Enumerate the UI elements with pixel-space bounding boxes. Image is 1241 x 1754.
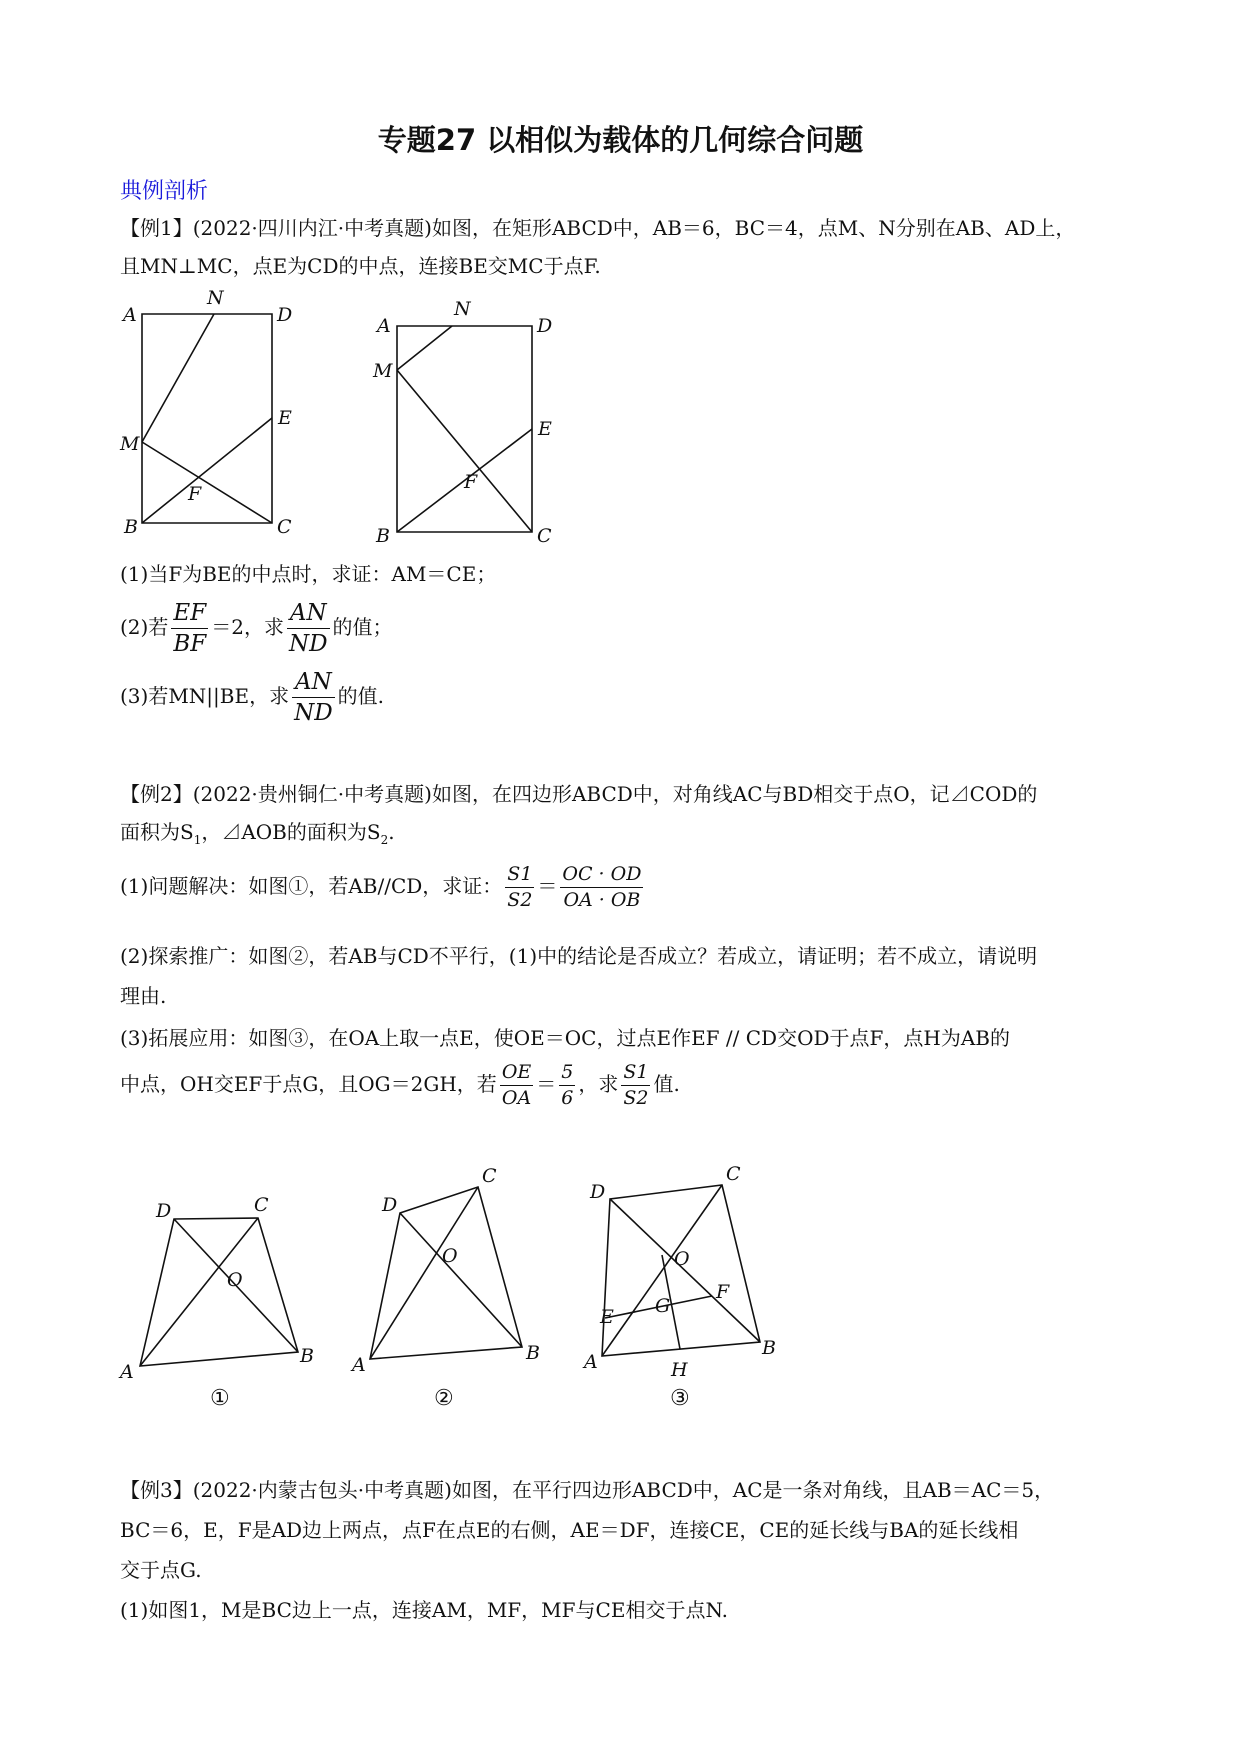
fraction-ocod-oaob: $\frac{OC \cdot OD}{OA \cdot OB}$: [562, 863, 642, 911]
ex1-figures: [110, 288, 570, 548]
ex1-fig2-label-a: A: [377, 315, 391, 337]
ex1-fig1-segment-be: [142, 418, 272, 523]
ex1-question-3: (3)若MN||BE，求 $\frac{AN}{ND}$ 的值.: [120, 669, 385, 726]
ex2-fig1-label-c: C: [254, 1194, 269, 1216]
ex1-fig2-segment-mc: [397, 370, 532, 532]
ex1-fig2-rectangle: [397, 326, 532, 532]
ex1-line2: 且MN⊥MC，点E为CD的中点，连接BE交MC于点F.: [120, 254, 601, 278]
fraction-5-6: $\frac{5}{6}$: [561, 1061, 574, 1109]
ex2-fig1-label-a: A: [120, 1361, 134, 1383]
ex2-question-2b: 理由.: [120, 984, 167, 1008]
ex2-fig1-label-o: O: [227, 1269, 243, 1291]
ex2-fig3-label-g: G: [655, 1295, 671, 1317]
ex1-fig2-label-n: N: [454, 298, 471, 320]
ex2-line2: 面积为$S_1$，⊿AOB的面积为$S_2$.: [120, 820, 395, 847]
ex2-fig3-label-e: E: [600, 1306, 614, 1328]
ex1-fig1-label-b: B: [124, 516, 138, 538]
ex2-fig3-label-a: A: [584, 1351, 598, 1373]
ex2-fig2-label-d: D: [382, 1194, 398, 1216]
ex1-fig1-rectangle: [142, 314, 272, 523]
ex2-fig1-label-d: D: [156, 1200, 172, 1222]
ex1-line1: 【例1】(2022·四川内江·中考真题)如图，在矩形ABCD中，AB＝6，BC＝4，点M、N分别在AB、AD上，: [120, 216, 1076, 240]
ex1-fig1-label-f: F: [188, 483, 202, 505]
ex1-fig1-label-m: M: [120, 433, 140, 455]
ex1-fig1-label-e: E: [278, 407, 292, 429]
ex1-fig2-label-b: B: [376, 525, 390, 547]
section-heading: 典例剖析: [120, 179, 209, 204]
fraction-ef-bf: $\frac{EF}{BF}$: [173, 600, 207, 657]
ex2-question-3b: 中点，OH交EF于点G，且OG＝2GH，若 $\frac{OE}{OA}$ ＝ $\frac{5}{6}$ ，求 $\frac{S1}{S2}$ 值.: [120, 1061, 680, 1109]
ex3-line2: BC＝6，E，F是AD边上两点，点F在点E的右侧，AE＝DF，连接CE，CE的延长线与BA的延长线相: [120, 1518, 1019, 1542]
ex2-fig3-label-f: F: [716, 1281, 730, 1303]
ex2-fig1-label-b: B: [300, 1345, 314, 1367]
fraction-s1-s2: $\frac{S1}{S2}$: [507, 863, 533, 911]
ex1-question-2: (2)若 $\frac{EF}{BF}$ ＝2，求 $\frac{AN}{ND}$ 的值；: [120, 600, 393, 657]
fraction-s1-s2-q3: $\frac{S1}{S2}$: [623, 1061, 649, 1109]
ex2-fig3-label-o: O: [674, 1248, 690, 1270]
fraction-an-nd-q3: $\frac{AN}{ND}$: [294, 669, 333, 726]
ex2-fig3-label-d: D: [590, 1181, 606, 1203]
ex2-question-3a: (3)拓展应用：如图③，在OA上取一点E，使OE＝OC，过点E作EF // CD交OD于点F，点H为AB的: [120, 1026, 1010, 1050]
ex1-fig1-label-n: N: [207, 288, 224, 309]
ex2-fig1-quadrilateral: [140, 1218, 298, 1366]
ex2-fig1-number: ①: [210, 1386, 230, 1410]
ex2-fig3-diagonal-ac: [602, 1185, 722, 1356]
ex2-fig3-label-b: B: [762, 1337, 776, 1359]
fraction-oe-oa: $\frac{OE}{OA}$: [501, 1061, 532, 1109]
ex2-fig3-label-c: C: [726, 1163, 741, 1185]
ex1-fig1-segment-mn: [142, 314, 214, 442]
ex1-fig1-label-d: D: [277, 304, 293, 326]
ex1-fig2-label-d: D: [537, 315, 553, 337]
ex2-fig3-diagonal-bd: [610, 1199, 760, 1342]
ex1-fig1-segment-mc: [142, 442, 272, 523]
ex2-fig3-number: ③: [670, 1386, 690, 1410]
ex2-line1: 【例2】(2022·贵州铜仁·中考真题)如图，在四边形ABCD中，对角线AC与BD相交于点O，记⊿COD的: [120, 782, 1038, 806]
ex1-fig2-label-e: E: [538, 418, 552, 440]
ex1-fig1-label-a: A: [123, 304, 137, 326]
ex2-fig3-label-h: H: [671, 1359, 688, 1381]
ex2-question-2a: (2)探索推广：如图②，若AB与CD不平行，(1)中的结论是否成立？若成立，请证明；若不成立，请说明: [120, 944, 1038, 968]
fraction-an-nd: $\frac{AN}{ND}$: [288, 600, 328, 657]
ex3-line1: 【例3】(2022·内蒙古包头·中考真题)如图，在平行四边形ABCD中，AC是一条对角线，且AB＝AC＝5，: [120, 1478, 1055, 1502]
ex3-line3: 交于点G.: [120, 1558, 202, 1582]
ex1-fig1-label-c: C: [277, 516, 292, 538]
ex2-fig2-label-c: C: [482, 1165, 497, 1187]
ex2-fig2-label-o: O: [442, 1245, 458, 1267]
ex2-fig3-quadrilateral: [602, 1185, 760, 1356]
ex1-fig2-label-c: C: [537, 525, 552, 547]
ex2-fig2-label-b: B: [526, 1342, 540, 1364]
ex3-question-1: (1)如图1，M是BC边上一点，连接AM，MF，MF与CE相交于点N.: [120, 1598, 729, 1622]
ex1-fig2-label-m: M: [373, 360, 393, 382]
ex2-question-1: (1)问题解决：如图①，若AB//CD，求证： $\frac{S1}{S2}$ ＝ $\frac{OC \cdot OD}{OA \cdot OB}$: [120, 863, 642, 911]
ex2-figures: [110, 1140, 790, 1410]
ex2-fig2-label-a: A: [352, 1354, 366, 1376]
ex1-fig2-label-f: F: [464, 471, 478, 493]
ex2-fig2-number: ②: [434, 1386, 454, 1410]
page-title: 专题27 以相似为载体的几何综合问题: [377, 123, 864, 157]
ex1-question-1: (1)当F为BE的中点时，求证：AM＝CE；: [120, 562, 497, 586]
ex1-fig2-segment-mn: [397, 326, 452, 370]
